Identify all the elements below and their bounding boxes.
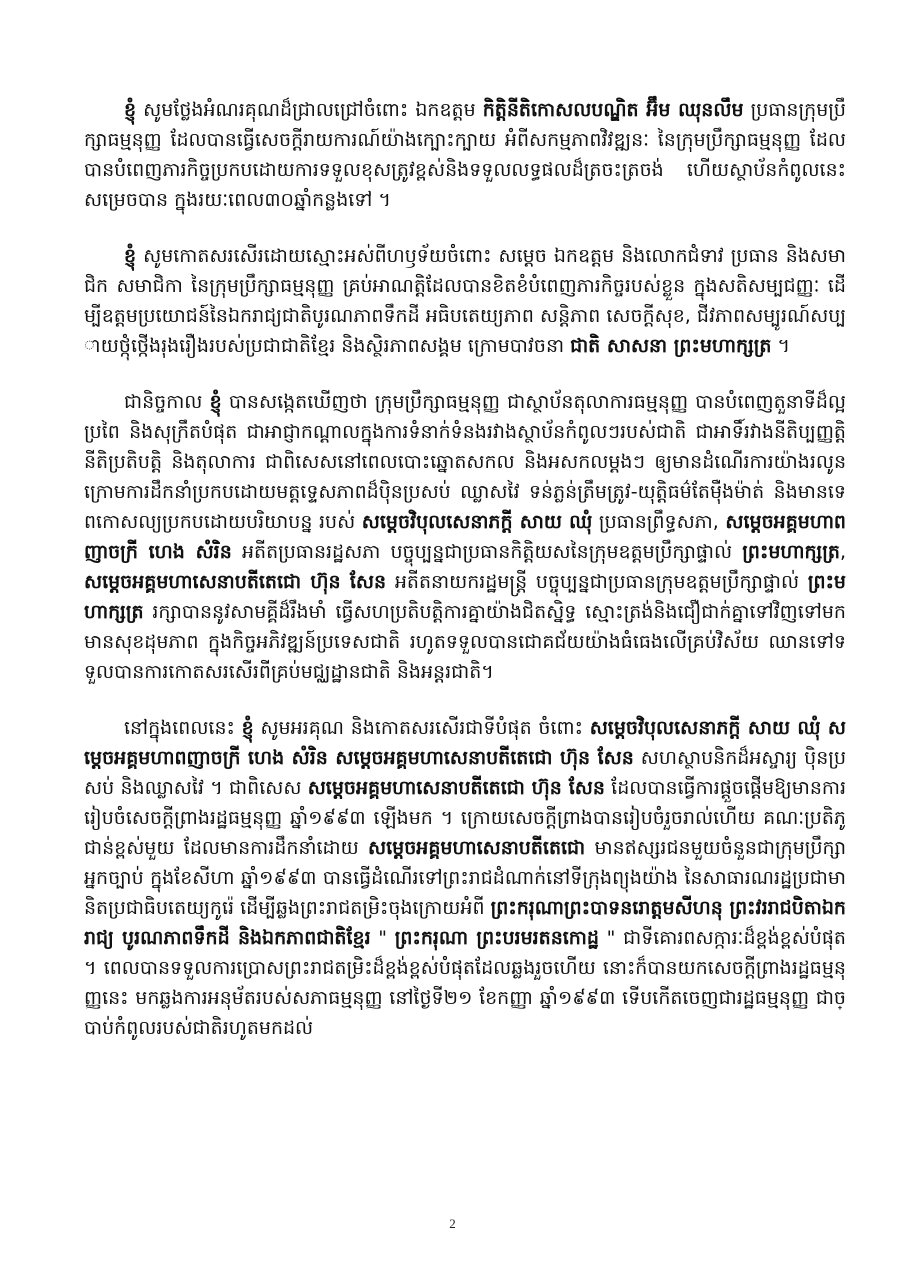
p3-seg-6: អតីតប្រធានរដ្ឋសភា បច្ចុប្បន្នជាប្រធានកិត្តិយសនៃក្រុមឧត្ដមប្រឹក្សាផ្ទាល់ (231, 541, 743, 563)
p4-seg-12: " ជាទីគោរពសក្ការៈដ៏ខ្ពង់ខ្ពស់បំផុត ។ ពេលបានទទួលការប្រោសព្រះរាជតម្រិះដ៏ខ្ពង់ខ្ពស់បំផុតដែលឆ្លងរួចហើយ នោះក៏បានយកសេចក្ដីព្រាងរដ្ឋធម្មនុញ្ញនេះ មកឆ្លងការអនុម័តរបស់សភាធម្មនុញ្ញ នៅថ្ងៃទី២១ ខែកញ្ញា ឆ្នាំ១៩៩៣ ទើបកើតចេញជារដ្ឋធម្មនុញ្ញ ជាច្បាប់កំពូលរបស់ជាតិរហូតមកដល់ (84, 927, 846, 1039)
p4-seg-1: ខ្ញុំ (241, 717, 254, 739)
p1-seg-1: សូមថ្លែងអំណរគុណដ៏ជ្រាលជ្រៅចំពោះ ឯកឧត្ដម (136, 99, 483, 121)
p3-seg-0: ជានិច្ចកាល (124, 391, 210, 413)
p4-seg-9: ព្រះករុណាព្រះបាទនរោត្តមសីហនុ ព្រះវររាជបិតាឯករាជ្យ បូរណភាពទឹកដី និងឯកភាពជាតិខ្មែរ (84, 897, 846, 949)
p3-seg-9: សម្ដេចអគ្គមហាសេនាបតីតេជោ ហ៊ុន សែន (84, 571, 387, 593)
p3-seg-5: សម្ដេចអគ្គមហាពញាចក្រី ហេង សំរិន (84, 511, 846, 563)
p1-seg-0: ខ្ញុំ (124, 99, 137, 121)
p4-seg-8: មានឥស្សរជនមួយចំនួនជាក្រុមប្រឹក្សាអ្នកច្បាប់ ក្នុងខែសីហា ឆ្នាំ១៩៩៣ បានធ្វើដំណើរទៅព្រះរាជដំណាក់នៅទីក្រុងព្យុងយ៉ាង នៃសាធារណរដ្ឋប្រជាមានិតប្រជាធិបតេយ្យកូរ៉េ ដើម្បីឆ្លងព្រះរាជតម្រិះចុងក្រោយអំពី (84, 837, 846, 919)
p2-seg-2: ជាតិ សាសនា ព្រះមហាក្សត្រ (570, 335, 772, 357)
p3-seg-4: ប្រធានព្រឹទ្ធសភា, (592, 511, 726, 533)
p2-seg-3: ។ (771, 335, 791, 357)
p4-seg-0: នៅក្នុងពេលនេះ (124, 717, 242, 739)
p3-seg-8: , (839, 541, 846, 563)
p4-seg-2: សូមអរគុណ និងកោតសរសើរជាទីបំផុត ចំពោះ (253, 717, 590, 739)
paragraph-1 (84, 95, 846, 215)
p4-seg-3: សម្ដេចវិបុលសេនាភក្ដី សាយ ឈុំ សម្ដេចអគ្គមហាពញាចក្រី ហេង សំរិន សម្ដេចអគ្គមហាសេនាបតីតេជោ ហ៊ុន សែន (84, 717, 847, 769)
p2-seg-1: សូមកោតសរសើរដោយស្មោះអស់ពីហឫទ័យចំពោះ សម្ដេច ឯកឧត្ដម និងលោកជំទាវ ប្រធាន និងសមាជិក សមាជិកា នៃក្រុមប្រឹក្សាធម្មនុញ្ញ គ្រប់អាណត្តិដែលបានខិតខំបំពេញភារកិច្ចរបស់ខ្លួន ក្នុងសតិសម្បជញ្ញៈ ដើម្បីឧត្តមប្រយោជន៍នៃឯករាជ្យជាតិបូរណភាពទឹកដី អធិបតេយ្យភាព សន្តិភាព សេចក្ដីសុខ, ជីវភាពសម្បូរណ៍សប្បាយថ្កុំថ្កើងរុងរឿងរបស់ប្រជាជាតិខ្មែរ និងស្ថិរភាពសង្គម ក្រោមបាវចនា (84, 245, 846, 357)
paragraph-2 (84, 241, 846, 361)
p4-seg-4: សហស្ថាបនិកដ៏អស្ចារ្យ ប៉ិនប្រសប់ និងឈ្លាសវៃ ។ ជាពិសេស (84, 747, 847, 799)
p4-seg-7: សម្ដេចអគ្គមហាសេនាបតីតេជោ (368, 837, 586, 859)
paragraph-4 (84, 713, 846, 1043)
p3-seg-7: ព្រះមហាក្សត្រ (742, 541, 840, 563)
paragraph-3 (84, 387, 846, 687)
p3-seg-10: អតីតនាយករដ្ឋមន្ត្រី បច្ចុប្បន្នជាប្រធានក្រុមឧត្ដមប្រឹក្សាផ្ទាល់ (386, 571, 808, 593)
p4-seg-10: " (370, 927, 395, 949)
p2-seg-0: ខ្ញុំ (124, 245, 137, 267)
p3-seg-11: ព្រះមហាក្សត្រ (84, 571, 846, 623)
p3-seg-3: សម្ដេចវិបុលសេនាភក្ដី សាយ ឈុំ (361, 511, 593, 533)
p4-seg-11: ព្រះករុណា ព្រះបរមរតនកោដ្ឋ (394, 927, 599, 949)
document-body (84, 95, 846, 1069)
p4-seg-6: ដែលបានធ្វើការផ្ដួចផ្ដើមឱ្យមានការរៀបចំសេចក្ដីព្រាងរដ្ឋធម្មនុញ្ញ ឆ្នាំ១៩៩៣ ឡើងមក ។ ក្រោយសេចក្ដីព្រាងបានរៀបចំរួចរាល់ហើយ គណៈប្រតិភូជាន់ខ្ពស់មួយ ដែលមានការដឹកនាំដោយ (84, 777, 846, 859)
p3-seg-1: ខ្ញុំ (209, 391, 222, 413)
p3-seg-2: បានសង្កេតឃើញថា ក្រុមប្រឹក្សាធម្មនុញ្ញ ជាស្ថាប័នតុលាការធម្មនុញ្ញ បានបំពេញតួនាទីដ៏ល្អប្រពៃ និងសុក្រឹតបំផុត ជាអាជ្ញាកណ្ដាលក្នុងការទំនាក់ទំនងរវាងស្ថាប័នកំពូលៗរបស់ជាតិ ជាអាទិ៍រវាងនីតិប្បញ្ញត្តិ នីតិប្រតិបត្តិ និងតុលាការ ជាពិសេសនៅពេលបោះឆ្នោតសកល និងអសកលម្ដងៗ ឲ្យមានដំណើរការយ៉ាងរលូន ក្រោមការដឹកនាំប្រកបដោយមត្តទ្ទេសភាពដ៏ប៉ិនប្រសប់ ឈ្លាសវៃ ទន់ភ្លន់ត្រឹមត្រូវ-យុត្តិធម៌តែម៉ឺងម៉ាត់ និងមានទេពកោសល្យប្រកបដោយបរិយាបន្ន របស់ (84, 391, 847, 533)
p3-seg-12: រក្សាបាននូវសាមគ្គីដ៏រឹងមាំ ធ្វើសហប្រតិបត្តិការគ្នាយ៉ាងជិតស្និទ្ធ ស្មោះត្រង់និងជឿជាក់គ្នាទៅវិញទៅមក មានសុខដុមភាព ក្នុងកិច្ចអភិវឌ្ឍន៍ប្រទេសជាតិ រហូតទទួលបានជោគជ័យយ៉ាងធំធេងលើគ្រប់វិស័យ ឈានទៅទទួលបានការកោតសរសើរពីគ្រប់មជ្ឈដ្ឋានជាតិ និងអន្តរជាតិ។ (84, 601, 846, 683)
page-number: 2 (449, 1216, 456, 1231)
p1-seg-3: ប្រធានក្រុមប្រឹក្សាធម្មនុញ្ញ ដែលបានធ្វើសេចក្ដីរាយការណ៍យ៉ាងក្បោះក្បាយ អំពីសកម្មភាពវិវឌ្ឍនៈ នៃក្រុមប្រឹក្សាធម្មនុញ្ញ ដែលបានបំពេញភារកិច្ចប្រកបដោយការទទួលខុសត្រូវខ្ពស់និងទទួលលទ្ធផលដ៏ត្រចះត្រចង់ ហើយស្ថាប័នកំពូលនេះសម្រេចបាន ក្នុងរយៈពេល៣០ឆ្នាំកន្លងទៅ ។ (84, 99, 846, 211)
p1-seg-2: កិត្តិនីតិកោសលបណ្ឌិត អ៊ឹម ឈុនលឹម (482, 99, 744, 121)
p4-seg-5: សម្ដេចអគ្គមហាសេនាបតីតេជោ ហ៊ុន សែន (307, 777, 605, 799)
